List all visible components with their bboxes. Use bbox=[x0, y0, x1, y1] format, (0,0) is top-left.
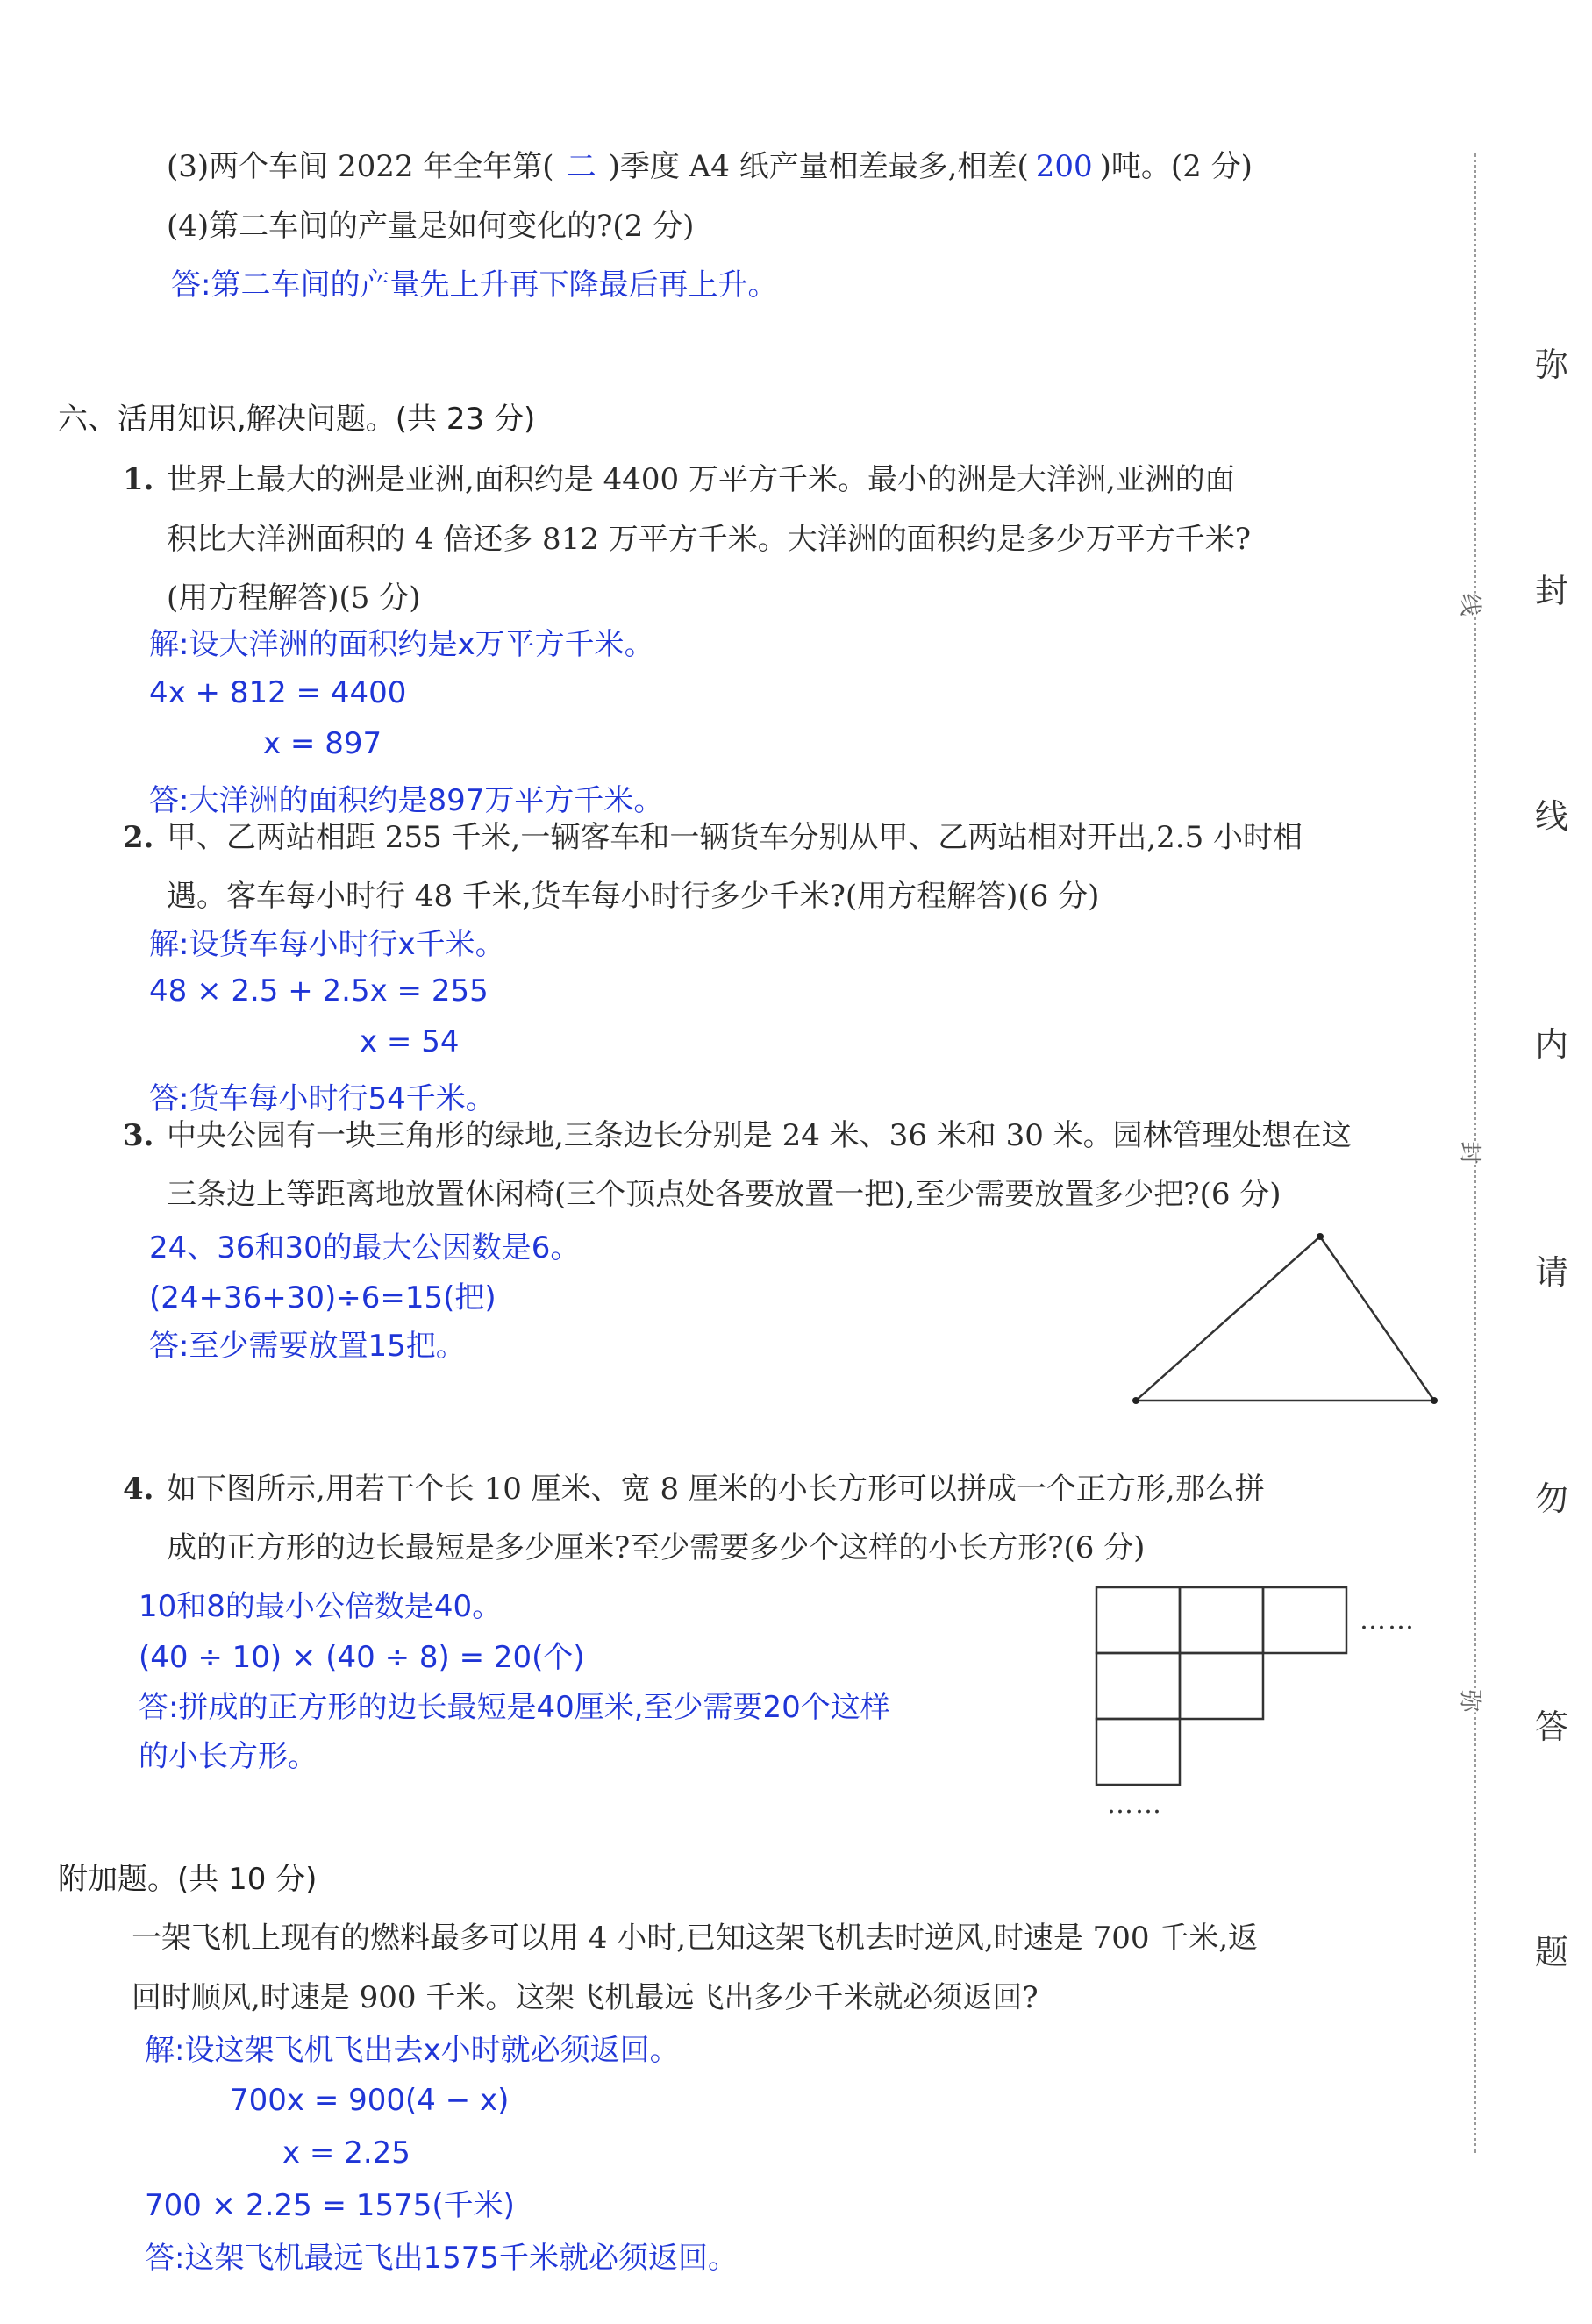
bonus-answer: 答:这架飞机最远飞出1575千米就必须返回。 bbox=[145, 2241, 738, 2276]
p3-calculation: (24+36+30)÷6=15(把) bbox=[149, 1280, 496, 1315]
p3-text-2: 三条边上等距离地放置休闲椅(三个顶点处各要放置一把),至少需要放置多少把?(6 分) bbox=[167, 1177, 1281, 1212]
q3-answer-2: 200 bbox=[1035, 149, 1093, 184]
p3-gcd: 24、36和30的最大公因数是6。 bbox=[149, 1230, 581, 1265]
bonus-result: x = 2.25 bbox=[282, 2135, 410, 2171]
p2-result: x = 54 bbox=[360, 1024, 460, 1059]
q4-answer: 答:第二车间的产量先上升再下降最后再上升。 bbox=[171, 267, 778, 303]
p4-answer-1: 答:拼成的正方形的边长最短是40厘米,至少需要20个这样 bbox=[139, 1690, 890, 1725]
p2-answer: 答:货车每小时行54千米。 bbox=[149, 1081, 496, 1116]
bonus-text-1: 一架飞机上现有的燃料最多可以用 4 小时,已知这架飞机去时逆风,时速是 700 千米,返 bbox=[132, 1921, 1259, 1956]
p4-lcm: 10和8的最小公倍数是40。 bbox=[139, 1589, 503, 1624]
p4-text-1: 如下图所示,用若干个长 10 厘米、宽 8 厘米的小长方形可以拼成一个正方形,那么拼 bbox=[167, 1472, 1265, 1507]
margin-char-4: 内 bbox=[1535, 1025, 1569, 1064]
margin-char-6: 勿 bbox=[1535, 1479, 1569, 1518]
q3-answer-1: 二 bbox=[566, 149, 596, 184]
p1-text-3: (用方程解答)(5 分) bbox=[167, 581, 421, 616]
bonus-equation: 700x = 900(4 − x) bbox=[230, 2083, 510, 2118]
triangle-figure bbox=[1123, 1223, 1447, 1416]
margin-char-5: 请 bbox=[1535, 1253, 1569, 1292]
grid-dots-right: …… bbox=[1360, 1605, 1416, 1636]
binding-label-mi: 弥 bbox=[1451, 1689, 1494, 1712]
margin-char-3: 线 bbox=[1535, 797, 1569, 836]
section-6-title: 六、活用知识,解决问题。(共 23 分) bbox=[58, 402, 536, 437]
bonus-text-2: 回时顺风,时速是 900 千米。这架飞机最远飞出多少千米就必须返回? bbox=[132, 1980, 1039, 2015]
p1-number: 1. bbox=[123, 462, 154, 497]
p3-number: 3. bbox=[123, 1118, 154, 1153]
p2-equation: 48 × 2.5 + 2.5x = 255 bbox=[149, 973, 489, 1009]
bonus-distance: 700 × 2.25 = 1575(千米) bbox=[145, 2188, 515, 2223]
q3-line: (3)两个车间 2022 年全年第( 二 )季度 A4 纸产量相差最多,相差( 200 )吨。(2 分) bbox=[167, 149, 1253, 184]
bonus-title: 附加题。(共 10 分) bbox=[58, 1862, 318, 1897]
binding-label-xian: 线 bbox=[1451, 593, 1494, 616]
p2-text-2: 遇。客车每小时行 48 千米,货车每小时行多少千米?(用方程解答)(6 分) bbox=[167, 879, 1100, 914]
p4-text-2: 成的正方形的边长最短是多少厘米?至少需要多少个这样的小长方形?(6 分) bbox=[167, 1530, 1146, 1565]
grid-dots-bottom: …… bbox=[1107, 1789, 1163, 1820]
margin-char-2: 封 bbox=[1535, 572, 1569, 610]
p2-text-1: 甲、乙两站相距 255 千米,一辆客车和一辆货车分别从甲、乙两站相对开出,2.5 小时相 bbox=[167, 820, 1303, 855]
binding-label-feng: 封 bbox=[1451, 1141, 1494, 1164]
p1-text-2: 积比大洋洲面积的 4 倍还多 812 万平方千米。大洋洲的面积约是多少万平方千米? bbox=[167, 522, 1251, 557]
p3-answer: 答:至少需要放置15把。 bbox=[149, 1329, 466, 1364]
bonus-solution-let: 解:设这架飞机飞出去x小时就必须返回。 bbox=[145, 2033, 680, 2068]
p1-result: x = 897 bbox=[263, 726, 382, 761]
margin-char-8: 题 bbox=[1535, 1933, 1569, 1971]
p2-solution-let: 解:设货车每小时行x千米。 bbox=[149, 927, 505, 962]
p1-answer: 答:大洋洲的面积约是897万平方千米。 bbox=[149, 783, 664, 818]
p2-number: 2. bbox=[123, 820, 154, 855]
rectangle-grid-figure bbox=[1092, 1583, 1355, 1793]
p4-answer-2: 的小长方形。 bbox=[139, 1739, 318, 1774]
margin-char-7: 答 bbox=[1535, 1707, 1569, 1746]
p4-number: 4. bbox=[123, 1472, 154, 1507]
margin-char-1: 弥 bbox=[1535, 346, 1569, 384]
p1-text-1: 世界上最大的洲是亚洲,面积约是 4400 万平方千米。最小的洲是大洋洲,亚洲的面 bbox=[167, 462, 1235, 497]
p3-text-1: 中央公园有一块三角形的绿地,三条边长分别是 24 米、36 米和 30 米。园林管理处想在这 bbox=[167, 1118, 1352, 1153]
p1-solution-let: 解:设大洋洲的面积约是x万平方千米。 bbox=[149, 627, 654, 662]
p4-calculation: (40 ÷ 10) × (40 ÷ 8) = 20(个) bbox=[139, 1640, 585, 1675]
q4-line: (4)第二车间的产量是如何变化的?(2 分) bbox=[167, 209, 695, 244]
p1-equation: 4x + 812 = 4400 bbox=[149, 675, 407, 710]
